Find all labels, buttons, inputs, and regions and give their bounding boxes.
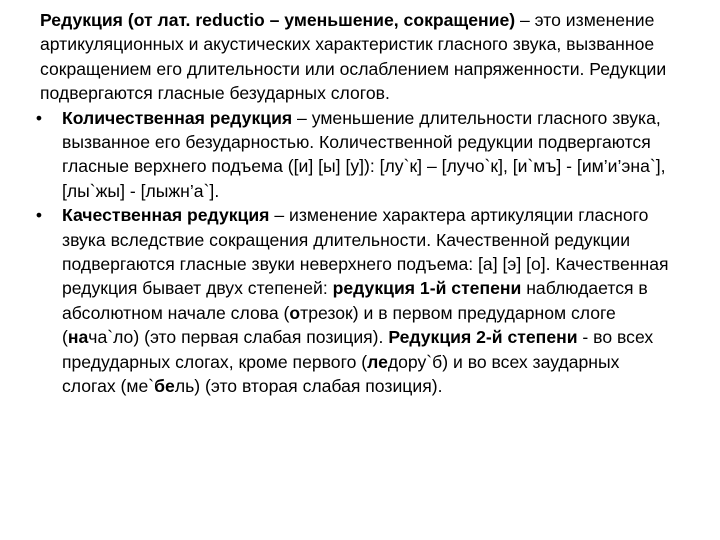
degree-1-term: редукция 1-й степени <box>332 278 522 299</box>
intro-text: – это изменение артикуляционных и акустических характеристик гласного звука, вызванное сокращением его длительности или ослаблением напряженности. Редукции подвергаются гласные безударных слогов. <box>40 10 667 104</box>
qualitative-text-2: наблюдается в абсолютном начале слова ( <box>62 278 648 323</box>
quantitative-term: Количественная редукция <box>62 107 293 128</box>
quantitative-text: – уменьшение длительности гласного звука, вызванное его безударностью. Количественной редукции подвергаются гласные верхнего подъема ([и] [ы] [у]): [лу`к] – [лучо`к], [и`мъ] - [им’и’эна`], [лы`жы] - [лыжн’а`]. <box>62 107 666 201</box>
example-2-rest: ча`ло) (это первая слабая позиция). <box>88 327 389 348</box>
intro-paragraph <box>40 8 676 106</box>
list-item-quantitative <box>35 106 676 204</box>
bullet-icon: • <box>35 205 43 226</box>
example-2-bold: на <box>67 327 89 348</box>
bullet-icon: • <box>35 107 43 128</box>
list-item-qualitative <box>35 203 676 398</box>
qualitative-term: Качественная редукция <box>62 205 270 226</box>
example-4-rest: ль) (это вторая слабая позиция). <box>174 376 443 397</box>
degree-2-term: Редукция 2-й степени <box>388 327 578 348</box>
example-3-bold: ле <box>367 351 388 372</box>
qualitative-text-1: – изменение характера артикуляции гласного звука вследствие сокращения длительности. Качественной редукции подвергаются гласные звуки неверхнего подъема: [а] [э] [о]. Качественная редукция бывает двух степеней: <box>62 205 669 299</box>
example-3-rest: дору`б) и во всех заударных слогах (ме` <box>62 351 620 397</box>
example-4-bold: бе <box>154 376 175 397</box>
example-1-bold: о <box>289 302 301 323</box>
intro-term: Редукция (от лат. reductio – уменьшение, сокращение) <box>40 10 516 30</box>
example-1-rest: трезок) и в первом предударном слоге ( <box>62 302 616 348</box>
qualitative-text-3: - во всех предударных слогах, кроме первого ( <box>62 327 654 372</box>
